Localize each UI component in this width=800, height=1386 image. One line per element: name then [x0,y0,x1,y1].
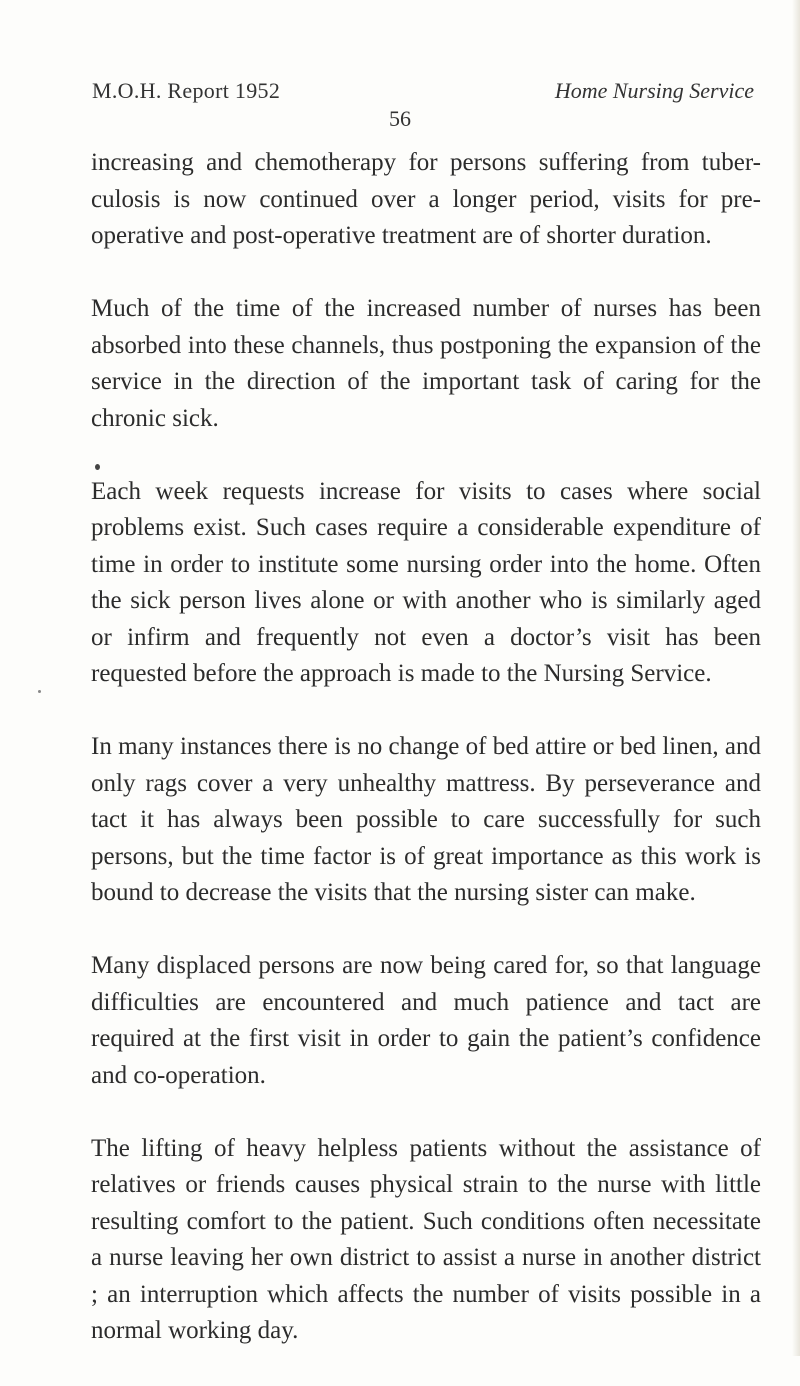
paragraph: In many instances there is no change of bed attire or bed linen, and only rags cover a very unhealthy mattress. By perseverance and tact it has always been possible to care successfully for such persons, but the time factor is of great importance as this work is bound to decrease the visits that the nursing sister can make. [91,733,761,906]
paragraph: Much of the time of the increased number of nurses has been absorbed into these channels, thus postponing the expansion of the service in the direction of the important task of caring for the chronic sick. [91,295,761,432]
header-section-title: Home Nursing Service [554,78,754,103]
running-header [92,78,754,106]
body-text [91,145,761,1386]
paragraph: The lifting of heavy helpless patients without the assistance of relatives or friends causes physical strain to the nurse with little resulting comfort to the patient. Such conditions often necessitate a nurse leaving her own district to assist a nurse in another district ; an interruption which affects the number of visits possible in a normal working day. [91,1134,761,1344]
paragraph: increasing and chemotherapy for persons suffering from tuber-culosis is now continued over a longer period, visits for pre-operative and post-operative treatment are of shorter duration. [91,149,761,249]
paragraph: Many displaced persons are now being cared for, so that language difficulties are encountered and much patience and tact are required at the first visit in order to gain the patient’s confidence and co-operation. [91,952,761,1089]
page-number: 56 [389,106,411,131]
page-edge-shadow [792,0,800,1356]
header-report-title: M.O.H. Report 1952 [92,78,281,103]
print-speck [38,690,41,693]
paragraph: Each week requests increase for visits to cases where social problems exist. Such cases require a considerable expenditure of time in order to institute some nursing order into the home. Often the sick person lives alone or with another who is similarly aged or infirm and frequently not even a doctor’s visit has been requested before the approach is made to the Nursing Service. [91,477,761,687]
